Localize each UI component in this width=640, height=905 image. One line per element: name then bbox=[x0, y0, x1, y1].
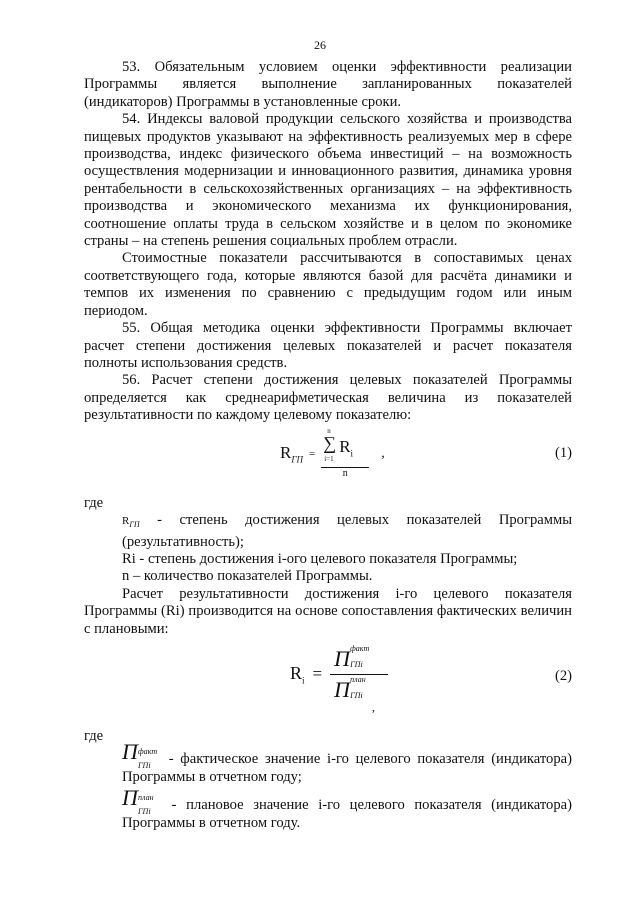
formula-2-denominator-sup: план bbox=[350, 674, 366, 684]
formula-2-number: (2) bbox=[554, 667, 572, 684]
formula-2-numerator-sup: факт bbox=[350, 643, 370, 653]
formula-2-numerator: П bbox=[334, 645, 351, 671]
formula-1-numerator: R bbox=[339, 436, 351, 456]
formula-1-denominator: n bbox=[342, 467, 348, 479]
definition-fact bbox=[84, 739, 572, 786]
definition-n: n – количество показателей Программы. bbox=[122, 568, 373, 585]
definition-ri: Ri - степень достижения i-ого целевого показателя Программы; bbox=[122, 550, 518, 567]
definition-rgp bbox=[84, 512, 572, 551]
definition-plan-symbol: П план ГПi bbox=[122, 784, 154, 816]
paragraph-54: 54. Индексы валовой продукции сельского хозяйства и производства пищевых продуктов указывают на эффективность реализуемых мер в сфере производства, индекс физического объема инвестиций – на возможность осуществления модернизации и инновационного развития, динамика уровня рентабельности в сельскохозяйственных организациях – на эффективность производства и экономического механизма их функционирования, соотношение оплаты труда в сельском хозяйстве и в целом по экономике страны – на степень решения социальных проблем отрасли. bbox=[84, 111, 572, 250]
formula-1-comma: , bbox=[381, 445, 385, 461]
paragraph-53: 53. Обязательным условием оценки эффективности реализации Программы является выполнение запланированных показателей (индикаторов) Программы в установленные сроки. bbox=[84, 59, 572, 110]
formula-1-sum-lower: i=1 bbox=[324, 454, 334, 463]
formula-1-equals: = bbox=[308, 447, 316, 460]
definition-rgp-text: - степень достижения целевых показателей Программы (результативность); bbox=[122, 511, 572, 550]
formula-2-denominator-sub: ГПi bbox=[350, 690, 363, 700]
definition-fact-symbol: П факт ГПi bbox=[122, 739, 158, 771]
formula-1-number: (1) bbox=[554, 444, 572, 461]
formula-2-expression bbox=[290, 644, 388, 705]
paragraph-calc-ri: Расчет результативности достижения i-го целевого показателя Программы (Ri) производится на основе сопоставления фактических величин с плановыми: bbox=[84, 585, 572, 637]
formula-1-lhs-subscript: ГП bbox=[291, 454, 303, 465]
formula-1-sum-upper: n bbox=[327, 426, 331, 435]
formula-2-lhs-subscript: i bbox=[302, 675, 305, 686]
formula-2-numerator-sub: ГПi bbox=[350, 659, 363, 669]
formula-1-fraction bbox=[321, 426, 369, 479]
paragraph-55: 55. Общая методика оценки эффективности Программы включает расчет степени достижения целевых показателей и расчет показателя полноты использования средств. bbox=[84, 320, 572, 371]
definition-fact-text: - фактическое значение i-го целевого показателя (индикатора) Программы в отчетном году; bbox=[122, 751, 572, 786]
formula-1-expression bbox=[280, 426, 385, 479]
paragraph-cost-indicators: Стоимостные показатели рассчитываются в сопоставимых ценах соответствующего года, которые являются базой для расчёта динамики и темпов их изменения по сравнению с предыдущим годом или иным периодом. bbox=[84, 250, 572, 319]
where-label-1: где bbox=[84, 494, 104, 511]
document-body bbox=[84, 59, 572, 832]
formula-1-sum-symbol: ∑ bbox=[323, 432, 337, 453]
formula-1-lhs: R bbox=[280, 442, 292, 462]
formula-2-fraction bbox=[330, 644, 388, 705]
paragraph-56: 56. Расчет степени достижения целевых показателей Программы определяется как среднеарифметическая величина из показателей результативности по каждому целевому показателю: bbox=[84, 372, 572, 424]
formula-1 bbox=[84, 425, 572, 491]
page-number: 26 bbox=[314, 38, 326, 52]
formula-2-comma: , bbox=[372, 699, 375, 714]
formula-2-denominator: П bbox=[334, 676, 351, 702]
definition-plan-text: - плановое значение i-го целевого показателя (индикатора) Программы в отчетном году. bbox=[122, 796, 572, 831]
formula-2 bbox=[84, 638, 572, 722]
formula-2-lhs: R bbox=[290, 663, 303, 684]
definition-rgp-symbol: $R_{ГП}$ bbox=[122, 514, 140, 530]
definition-plan bbox=[84, 784, 572, 832]
formula-1-numerator-subscript: i bbox=[350, 447, 354, 458]
where-label-2: где bbox=[84, 727, 104, 744]
formula-2-equals: = bbox=[312, 664, 323, 684]
